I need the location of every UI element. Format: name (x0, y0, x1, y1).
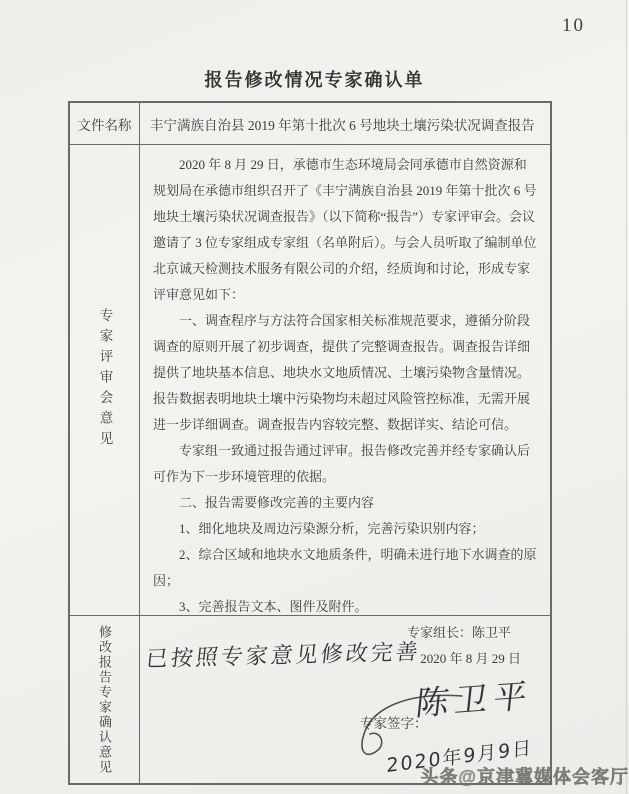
scan-edge-line (626, 0, 627, 794)
file-name-value: 丰宁满族自治县 2019 年第十批次 6 号地块土壤污染状况调查报告 (140, 103, 550, 145)
review-paragraph-pass: 专家组一致通过报告通过评审。报告修改完善并经专家确认后可作为下一步环境管理的依据。 (153, 443, 531, 484)
confirmation-table (68, 101, 552, 785)
confirm-content (140, 616, 550, 783)
handwritten-signature: 陈卫平 (413, 675, 535, 724)
document-title: 报告修改情况专家确认单 (204, 70, 425, 90)
review-paragraph-point2: 2、综合区域和地块水文地质条件，明确未进行地下水调查的原因； (153, 547, 537, 588)
handwritten-date: 2020年9月9日 (386, 736, 534, 778)
watermark: 头条@京津冀媒体会客厅 (420, 767, 629, 787)
confirm-label: 修改报告专家确认意见 (97, 624, 112, 775)
review-opinion-label: 专家评审会意见 (97, 308, 113, 452)
page-number: 10 (562, 15, 585, 36)
review-paragraph-point3: 3、完善报告文本、图件及附件。 (179, 599, 368, 614)
expert-leader-line: 专家组长：陈卫平 (406, 625, 511, 640)
review-paragraph-intro: 2020 年 8 月 29 日，承德市生态环境局会同承德市自然资源和规划局在承德市组织召开了《丰宁满族自治县 2019 年第十批次 6 号地块土壤污染状况调查报告》（以下简称“报告”）专家评审会。会议邀请了 3 位专家组成专家组（名单附后）。与会人员听取了编制单位北京诚天检测技术服务有限公司的介绍，经质询和讨论，形成专家评审意见如下： (153, 157, 537, 302)
signature-label: 专家签字： (360, 716, 428, 731)
review-paragraph-heading: 二、报告需要修改完善的主要内容 (179, 495, 375, 510)
file-name-label: 文件名称 (70, 103, 140, 145)
handwritten-note: 已按照专家意见修改完善 (144, 640, 423, 673)
review-paragraph-item1: 一、调查程序与方法符合国家相关标准规范要求，遵循分阶段调查的原则开展了初步调查，提供了完整调查报告。调查报告详细提供了地块基本信息、地块水文地质情况、土壤污染物含量情况。报告数据表明地块土壤中污染物均未超过风险管控标准，无需开展进一步详细调查。调查报告内容较完整、数据详实、结论可信。 (153, 313, 531, 432)
confirm-label-cell (70, 616, 140, 783)
review-paragraph-point1: 1、细化地块及周边污染源分析，完善污染识别内容； (179, 521, 485, 536)
review-date-line: 2020 年 8 月 29 日 (420, 651, 521, 666)
review-opinion-label-cell (70, 145, 140, 616)
